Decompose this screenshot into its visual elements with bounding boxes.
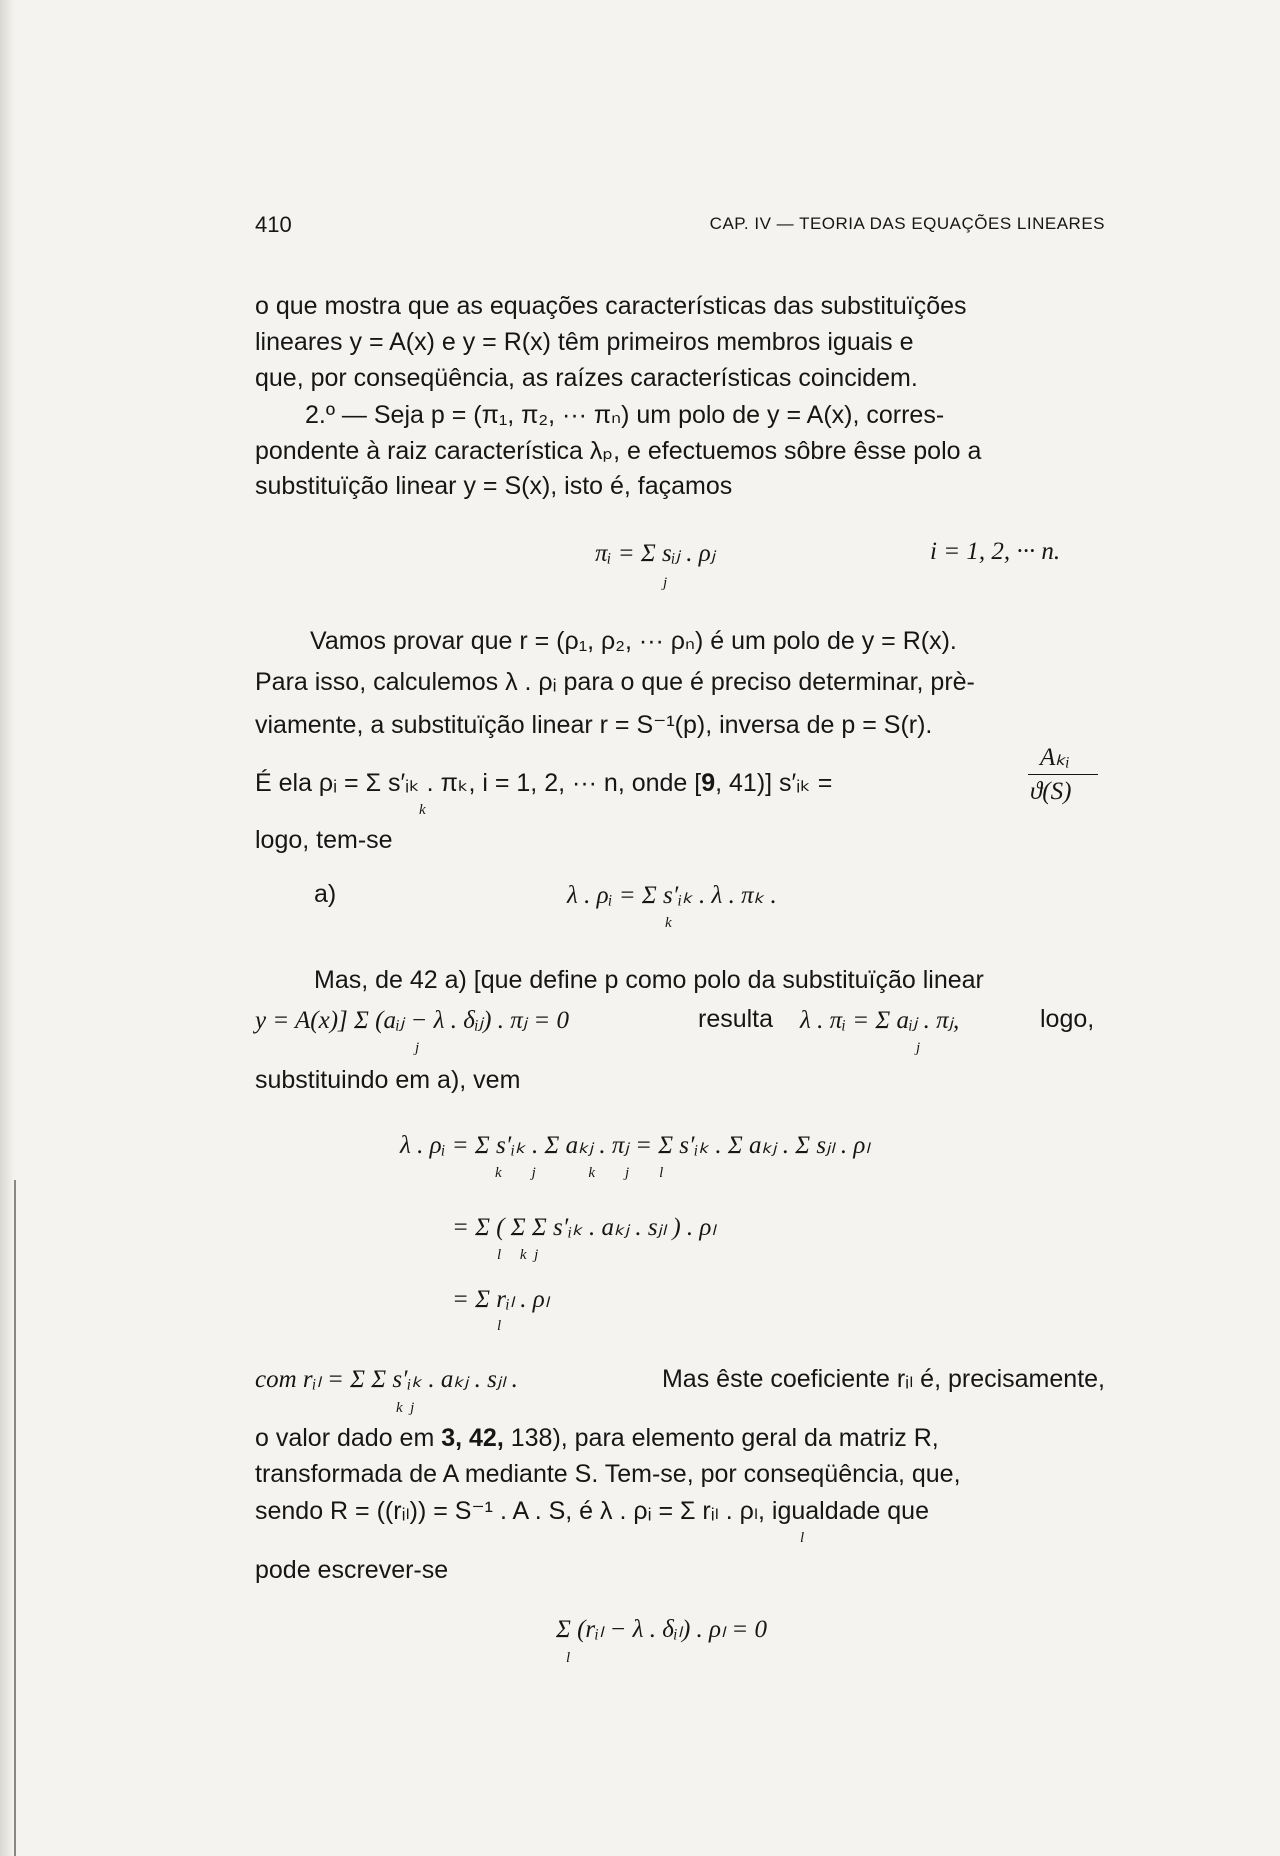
text-run: Mas êste coeficiente rᵢₗ é, precisamente, (661, 1365, 1105, 1393)
sum-index: k (665, 915, 672, 931)
equation: πᵢ = Σ sᵢⱼ . ρⱼ (595, 540, 716, 567)
text-run: resulta (698, 1005, 774, 1033)
sum-index: j (916, 1040, 921, 1056)
text-line: pode escrever-se (255, 1556, 449, 1584)
text-line: logo, tem-se (255, 826, 393, 854)
page-header (255, 212, 1105, 242)
text-line (255, 1424, 1105, 1453)
text-line: transformada de A mediante S. Tem-se, por conseqüência, que, (255, 1460, 961, 1488)
sum-index: l (566, 1650, 571, 1666)
sum-indices: k j k j l (495, 1165, 664, 1181)
equation-inline: com rᵢₗ = Σ Σ s′ᵢₖ . aₖⱼ . sⱼₗ . (255, 1366, 518, 1393)
text-line (255, 768, 1015, 798)
equation-range: i = 1, 2, ··· n. (930, 538, 1061, 565)
equation-inline: y = A(x)] Σ (aᵢⱼ − λ . δᵢⱼ) . πⱼ = 0 (255, 1007, 570, 1034)
fraction-bar (1028, 774, 1098, 775)
equation: Σ (rᵢₗ − λ . δᵢₗ) . ρₗ = 0 (556, 1616, 768, 1643)
text-run: 138), para elemento geral da matriz R, (503, 1424, 939, 1452)
text-run: É ela ρᵢ = Σ s′ᵢₖ . πₖ, i = 1, 2, ··· n, onde [ (255, 769, 702, 797)
text-line: Vamos provar que r = (ρ₁, ρ₂, ··· ρₙ) é um polo de y = R(x). (310, 627, 957, 655)
text-line: lineares y = A(x) e y = R(x) têm primeiros membros iguais e (255, 328, 914, 356)
fraction-numerator: Aₖᵢ (1040, 744, 1070, 771)
text-run: , 41)] s′ᵢₖ = (715, 769, 833, 797)
equation-row: = Σ ( Σ Σ s′ᵢₖ . aₖⱼ . sⱼₗ ) . ρₗ (452, 1214, 716, 1241)
text-line: que, por conseqüência, as raízes características coincidem. (255, 364, 918, 392)
equation-row: λ . ρᵢ = Σ s′ᵢₖ . Σ aₖⱼ . πⱼ = Σ s′ᵢₖ . Σ aₖⱼ . Σ sⱼₗ . ρₗ (400, 1132, 870, 1159)
text-run: o valor dado em (255, 1424, 442, 1452)
fraction-denominator: ϑ(S) (1030, 778, 1072, 805)
sum-index: j (415, 1040, 420, 1056)
equation-label: a) (314, 880, 337, 908)
sum-index: l (497, 1318, 502, 1334)
equation-inline: λ . πᵢ = Σ aᵢⱼ . πⱼ, (800, 1007, 960, 1034)
reference-volume: 3, 42, (441, 1424, 504, 1452)
equation-row: = Σ rᵢₗ . ρₗ (452, 1286, 549, 1313)
sum-indices: k j (396, 1400, 415, 1416)
sum-index: j (663, 575, 668, 591)
text-line: pondente à raiz característica λₚ, e efectuemos sôbre êsse polo a (255, 437, 982, 465)
text-line: Mas, de 42 a) [que define p como polo da substituïção linear (314, 966, 984, 994)
text-line: Para isso, calculemos λ . ρᵢ para o que é preciso determinar, prè- (255, 668, 975, 696)
reference-volume: 9 (701, 769, 716, 797)
sum-index: k (419, 802, 426, 818)
text-line: 2.º — Seja p = (π₁, π₂, ··· πₙ) um polo de y = A(x), corres- (305, 401, 945, 429)
page-edge-line (14, 1180, 16, 1856)
equation: λ . ρᵢ = Σ s′ᵢₖ . λ . πₖ . (567, 882, 777, 909)
sum-indices: l k j (497, 1247, 539, 1263)
text-line: substituindo em a), vem (255, 1066, 521, 1094)
running-title: CAP. IV — TEORIA DAS EQUAÇÕES LINEARES (709, 214, 1105, 233)
page-number: 410 (255, 212, 292, 237)
text-run: logo, (1040, 1005, 1095, 1033)
text-line: o que mostra que as equações características das substituïções (255, 292, 967, 320)
text-line: sendo R = ((rᵢₗ)) = S⁻¹ . A . S, é λ . ρᵢ = Σ rᵢₗ . ρₗ, igualdade que (255, 1497, 929, 1525)
sum-index: l (800, 1530, 805, 1546)
text-line: viamente, a substituïção linear r = S⁻¹(p), inversa de p = S(r). (255, 711, 933, 739)
page-edge-shadow (0, 0, 14, 1856)
text-line: substituïção linear y = S(x), isto é, façamos (255, 472, 733, 500)
